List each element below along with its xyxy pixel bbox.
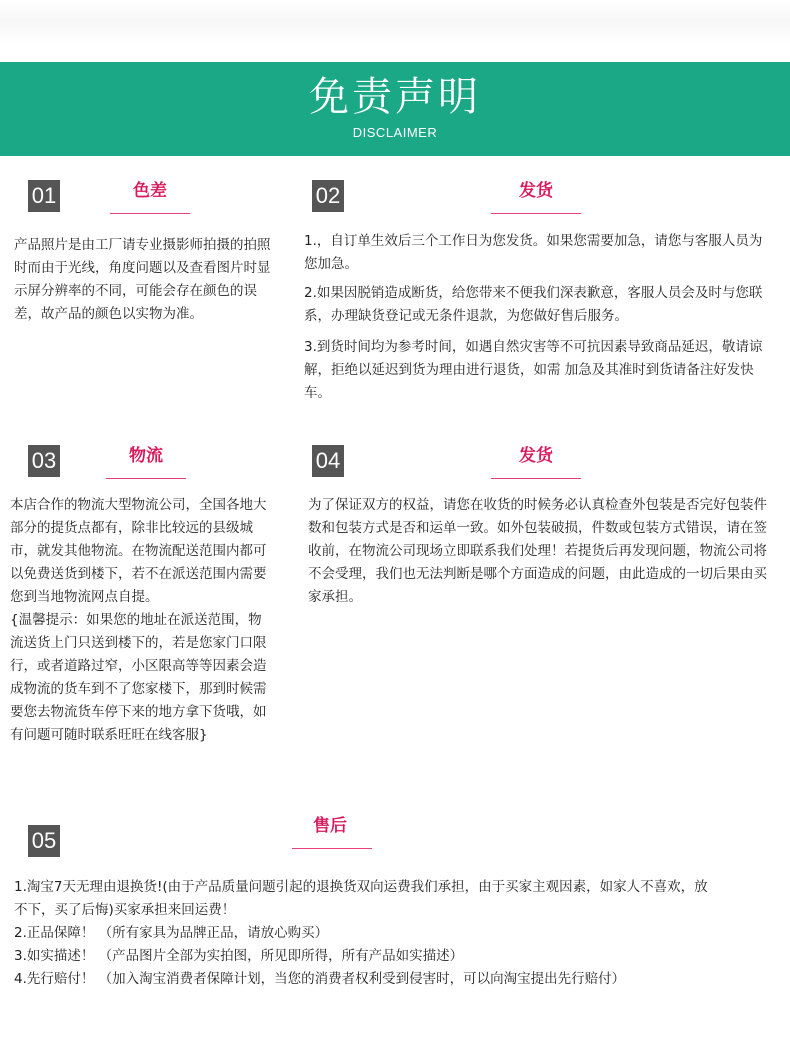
title-underline: [110, 213, 190, 214]
section-number-03: 03: [28, 445, 60, 477]
section-title-color-difference: 色差: [133, 181, 167, 201]
disclaimer-banner: [0, 62, 790, 156]
paragraph: 2.正品保障！ （所有家具为品牌正品，请放心购买）: [14, 925, 329, 941]
paragraph: 3.如实描述！ （产品图片全部为实拍图，所见即所得，所有产品如实描述）: [14, 948, 464, 964]
paragraph: 为了保证双方的权益，请您在收货的时候务必认真检查外包装是否完好包装件数和包装方式是否和运单一致。如外包装破损，件数或包装方式错误，请在签收前，在物流公司现场立即联系我们处理！若提货后再发现问题，物流公司将不会受理，我们也无法判断是哪个方面造成的问题，由此造成的一切后果由买家承担。: [308, 497, 767, 605]
banner-subtitle: DISCLAIMER: [352, 125, 438, 140]
title-underline: [292, 848, 372, 849]
section-number-01: 01: [28, 180, 60, 212]
banner-title: 免责声明: [309, 74, 481, 120]
section-body-05: [14, 876, 714, 991]
section-number-05: 05: [28, 825, 60, 857]
section-body-01: [14, 234, 276, 326]
section-title-receiving: 发货: [519, 446, 553, 466]
section-body-03: [10, 494, 272, 747]
title-underline: [106, 478, 186, 479]
paragraph: 4.先行赔付！ （加入淘宝消费者保障计划，当您的消费者权利受到侵害时，可以向淘宝提出先行赔付）: [14, 971, 626, 987]
paragraph: {温馨提示：如果您的地址在派送范围，物流送货上门只送到楼下的，若是您家门口限行，或者道路过窄，小区限高等等因素会造成物流的货车到不了您家楼下，那到时候需要您去物流货车停下来的地方拿下货哦，如有问题可随时联系旺旺在线客服}: [10, 612, 267, 743]
paragraph: 本店合作的物流大型物流公司，全国各地大部分的提货点都有，除非比较远的县级城市，就发其他物流。在物流配送范围内都可以免费送货到楼下，若不在派送范围内需要您到当地物流网点自提。: [10, 497, 267, 605]
section-title-shipping: 发货: [519, 181, 553, 201]
paragraph: 1.，自订单生效后三个工作日为您发货。如果您需要加急，请您与客服人员为您加急。: [304, 233, 763, 272]
paragraph: 3.到货时间均为参考时间，如遇自然灾害等不可抗因素导致商品延迟，敬请谅解，拒绝以延迟到货为理由进行退货，如需 加急及其准时到货请备注好发快车。: [304, 339, 763, 401]
section-number-02: 02: [312, 180, 344, 212]
paragraph: 产品照片是由工厂请专业摄影师拍摄的拍照时而由于光线，角度问题以及查看图片时显示屏分辨率的不同，可能会存在颜色的误差，故产品的颜色以实物为准。: [14, 237, 271, 322]
section-title-after-sales: 售后: [313, 816, 347, 836]
paragraph: 2.如果因脱销造成断货，给您带来不便我们深表歉意，客服人员会及时与您联系，办理缺货登记或无条件退款，为您做好售后服务。: [304, 285, 763, 324]
section-title-logistics: 物流: [129, 446, 163, 466]
title-underline: [491, 478, 581, 479]
section-body-02: [304, 230, 764, 405]
section-number-04: 04: [312, 445, 344, 477]
paragraph: 1.淘宝7天无理由退换货!(由于产品质量问题引起的退换货双向运费我们承担，由于买家主观因素，如家人不喜欢，放不下，买了后悔)买家承担来回运费！: [14, 879, 708, 918]
top-strip: [0, 0, 790, 62]
title-underline: [491, 213, 581, 214]
section-body-04: [308, 494, 778, 609]
